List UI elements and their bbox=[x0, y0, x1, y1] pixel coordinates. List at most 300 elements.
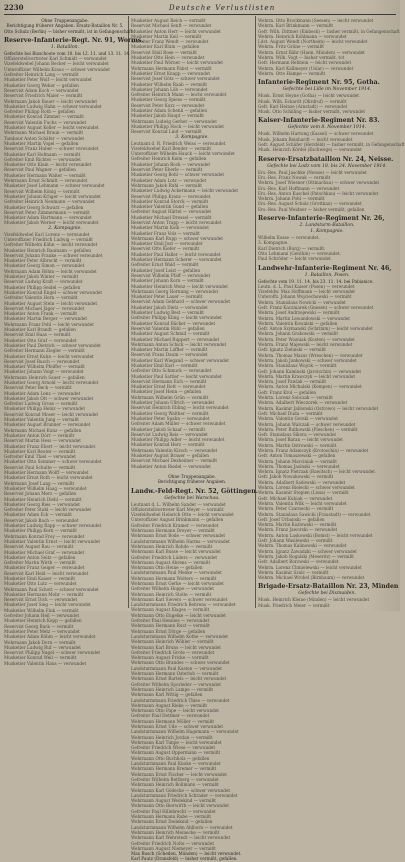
list-item: Gefreiter Paul Hillebrecht — verwundet bbox=[131, 808, 216, 814]
list-item: Musketier Otto Klein — leicht verwundet bbox=[4, 162, 92, 168]
column-divider bbox=[128, 16, 129, 608]
list-item: Gefr. Josef Urbanski — gefallen bbox=[258, 516, 325, 522]
list-item: Musk. Otto Schilling — bisher vermißt, verwundet bbox=[258, 109, 366, 115]
list-item: Musketier Emil Karl — vermißt bbox=[131, 363, 198, 368]
list-item: Gefr. Franz Kaczmarek (Gnesen) — schwer verwundet bbox=[258, 304, 374, 310]
list-item: Musketier Josef Lehmann — schwer verwundet bbox=[4, 183, 105, 189]
list-item: Musketier Heinrich Baumann — gefallen bbox=[4, 247, 91, 253]
list-item: Musketier Wilhelm Fink — vermißt bbox=[4, 607, 79, 613]
column-2 bbox=[131, 18, 258, 862]
list-item: Reservist Hermann Eich — vermißt bbox=[131, 378, 207, 384]
section-subtitle: Gefechte bei Lille im November 1914. bbox=[282, 87, 372, 93]
list-item: Gefreiter Hermann Ziegler — vermißt bbox=[4, 348, 85, 354]
page-title: Deutsche Verlustlisten bbox=[169, 4, 276, 12]
list-item: Gefr. Johann Wasilewski — vermißt bbox=[258, 538, 333, 544]
casualty-list bbox=[258, 284, 396, 581]
list-item: Musketier Michael Ruppert — verwundet bbox=[131, 336, 220, 342]
section-intro: Gefechte vom 19. 11. 14. bis 23. 11. 14. bei Pabianice. bbox=[258, 278, 374, 284]
list-item: Reservist Peter Kurz — verwundet bbox=[131, 102, 205, 108]
list-item: Musketier Peter Lauer — vermißt bbox=[131, 294, 203, 300]
list-item: Musketier Adam Eck — vermißt bbox=[4, 512, 72, 518]
list-item: Wehrmann Jakob Ruhl — vermißt bbox=[131, 182, 202, 188]
list-item: Wehrm. Valentin Kowalski — gefallen bbox=[258, 320, 338, 326]
list-item: Musketier Martin Vogel — gefallen bbox=[4, 140, 79, 146]
list-item: Musketier Ernst Rott — verwundet bbox=[131, 384, 206, 390]
list-item: Reservist Johann Franke — schwer verwundet bbox=[4, 252, 103, 258]
list-item: Wehrm. Stanislaus Nowicki — verwundet bbox=[258, 299, 346, 305]
list-item: Wehrmann Heinrich Lampe — vermißt bbox=[131, 686, 214, 692]
list-item: Musketier Georg Walther — vermißt bbox=[131, 410, 209, 416]
list-item: Unteroffizier Wilhelm Hauck — leicht verwundet bbox=[131, 151, 235, 157]
note-line: Ohne Truppenangabe. bbox=[41, 18, 89, 23]
list-item: Gefreiter Wilhelm Sporleder — verwundet bbox=[131, 681, 221, 687]
list-item: Musketier Johann Krüger — leicht verwundet bbox=[4, 193, 101, 199]
casualty-list bbox=[4, 56, 126, 226]
list-item: Wehrmann Karl Busse — leicht verwundet bbox=[131, 549, 221, 555]
list-item: Wehrmann Paul Schott — schwer verwundet bbox=[4, 586, 99, 592]
list-item: Musketier Philipp Hock — leicht verwundet bbox=[131, 123, 224, 129]
list-item: Musketier Valentin Haus — verwundet bbox=[4, 660, 87, 666]
list-item: Wehrmann Ernst Dörge — gefallen bbox=[131, 628, 206, 634]
list-item: Gefreiter Friedrich Kramer — verwundet bbox=[131, 522, 219, 528]
list-item: Leutnant d. L. Wilhelm Sander — verwundet bbox=[131, 501, 226, 507]
list-item: Wehrmann Karl Gödecke — schwer verwundet bbox=[131, 787, 231, 793]
list-item: Reservist Valentin Fuchs — verwundet bbox=[4, 119, 87, 125]
list-item: Wehrmann Hermann Rabe — vermißt bbox=[131, 814, 212, 820]
list-item: Reservist Wilhelm Pfaff — verwundet bbox=[131, 272, 211, 278]
list-item: Wehrmann Hermann Dreyer — vermißt bbox=[131, 528, 215, 534]
list-item: Vizefeldw. Max Hoffmann — leicht verwundet bbox=[258, 289, 355, 295]
list-item: Gefreiter Heinrich Keim — gefallen bbox=[131, 156, 207, 162]
list-item: Musketier Wilhelm Raab — vermißt bbox=[131, 81, 208, 87]
list-item: Gefr. Karl Heinze (Arnstadt) — verwundet bbox=[258, 103, 348, 109]
list-item: Wehrmann Wilhelm Grün — vermißt bbox=[131, 394, 209, 400]
list-item: Unteroffizier Wilhelm Kraus — schwer verwundet bbox=[4, 66, 110, 72]
list-item: Wehrm. Johann Marciniak — vermißt bbox=[258, 458, 337, 464]
list-item: Musketier Josef Henn — gefallen bbox=[131, 389, 202, 395]
column-3 bbox=[258, 18, 405, 608]
list-item: Reservist Karl Held — leicht verwundet bbox=[4, 570, 89, 576]
list-item: Musketier Wilhelm Pfeiffer — vermißt bbox=[4, 364, 85, 370]
list-item: Wehrm. Karl Kallmeyer (Uslar) — verwundet bbox=[258, 65, 354, 71]
list-item: Gefreiter Valentin Horn — vermißt bbox=[4, 295, 78, 301]
list-item: Musketier Ernst Roth — leicht verwundet bbox=[4, 475, 93, 481]
list-item: Gefr. Anton Tomaszewski — gefallen bbox=[258, 453, 336, 459]
list-item: Gefr. Anton Szymanski (Schrimm) — leicht verwundet bbox=[258, 326, 373, 332]
list-item: Gefreiter Wilhelm Rettberg — verwundet bbox=[131, 776, 219, 782]
list-item: Musketier Anton Frank — vermißt bbox=[4, 311, 78, 317]
list-item: Unteroffz. Johann Wojciechowski — vermißt bbox=[258, 294, 352, 300]
note-line: Ohne Truppenangabe. bbox=[168, 473, 216, 479]
list-item: Wehrm. Thomas Kalinowski — verwundet bbox=[258, 543, 347, 549]
list-item: Wehrm. Thomas Mazur (Wreschen) — verwundet bbox=[258, 352, 363, 358]
list-item: Musketier Paul Sattler — leicht verwundet bbox=[131, 373, 222, 379]
list-item: Reservist Adam Koch — verwundet bbox=[4, 87, 79, 93]
list-item: Gefreiter Paul Dettmer — verwundet bbox=[131, 713, 210, 719]
list-item: Landsturmmann Friedrich Schrader — verwundet bbox=[131, 792, 238, 798]
list-item: Reservist Peter Zimmermann — vermißt bbox=[4, 209, 90, 215]
list-item: Wehrmann Valentin Kirsch — verwundet bbox=[131, 447, 218, 453]
list-item: Wehrm. Kasimir Szulc — vermißt bbox=[258, 569, 329, 575]
casualty-list bbox=[258, 597, 396, 608]
list-item: Wilhelm Kosse — verwundet. bbox=[258, 235, 320, 241]
list-item: Offizierstellvertreter Karl Meyer — vermißt bbox=[131, 506, 224, 512]
list-item: Musketier Anton Seitz — gefallen bbox=[4, 554, 76, 560]
list-item: Musketier Valentin Jung — vermißt bbox=[4, 417, 79, 423]
list-item: Reservist Adam Gebhard — schwer verwundet bbox=[131, 299, 231, 305]
list-item: Musketier Martin Löffler — vermißt bbox=[131, 347, 208, 353]
list-item: Wehrmann Hermann Osterloh — vermißt bbox=[131, 671, 219, 677]
list-item: Musketier Otto Sommer — schwer verwundet bbox=[4, 459, 102, 465]
list-item: Musketier Josef Sieg — leicht verwundet bbox=[4, 602, 91, 608]
list-item: Landsturmmann Paul Knoke — verwundet bbox=[131, 761, 221, 767]
list-item: Wehrm. Otto Brockmann (Seesen) — leicht verwundet bbox=[258, 18, 374, 23]
casualty-list bbox=[4, 232, 126, 666]
list-item: Reservist Josef Busch — verwundet bbox=[4, 358, 80, 364]
note-line: Max Busch (Scheden, Münden) — leicht verwundet. bbox=[131, 851, 242, 857]
company-heading: 2. Kompagnie. bbox=[48, 225, 82, 231]
list-item: Reservist August Rau — vermißt bbox=[4, 544, 74, 550]
list-item: Wehrmann Hermann Bremer — vermißt bbox=[131, 766, 217, 772]
list-item: Musk. Johann Reinhardt — leicht verwundet bbox=[258, 136, 353, 142]
list-item: Wehrmann Georg Hornung — verwundet bbox=[131, 288, 219, 294]
list-item: Gefreiter Wilhelm Hoppe — verwundet bbox=[131, 586, 214, 592]
list-item: Wehrmann August Rieke — vermißt bbox=[131, 702, 208, 708]
list-item: Reservist Konrad Lind — vermißt bbox=[131, 129, 202, 135]
list-item: Musketier Philipp Heinz — verwundet bbox=[4, 406, 86, 412]
list-item: Wehrm. Valentin Wilk — leicht verwundet bbox=[258, 500, 347, 506]
list-item: Gefreiter August Härtel — verwundet bbox=[131, 209, 212, 215]
list-item: Wehrm. Karl Brinkmann — vermißt bbox=[258, 23, 334, 29]
list-item: Musk. Wilh. Eckardt (Ohrdruf) — vermißt bbox=[258, 98, 347, 104]
list-item: Gefr. Johann Kaminski (Jarotschin) — verwundet bbox=[258, 368, 362, 374]
list-item: Gefreiter Friedrich Grote — verwundet bbox=[131, 649, 215, 655]
list-item: Musketier Franz Volz — vermißt bbox=[131, 230, 200, 236]
list-item: Musketier Martin Berger — verwundet bbox=[4, 316, 88, 322]
list-item: Ers.-Res. Karl Hoffmann — verwundet bbox=[258, 185, 340, 191]
list-item: Ers.-Res. Franz Nowak — vermißt bbox=[258, 174, 331, 180]
list-item: Musketier Peter Wolf — leicht verwundet bbox=[4, 77, 92, 83]
list-item: Reservist Konrad Moser — leicht verwundet bbox=[4, 411, 99, 417]
list-item: Offizierstellvertreter Karl Schmidt — verwundet bbox=[4, 56, 107, 62]
section-title: Landwehr-Infanterie-Regiment Nr. 46, bbox=[258, 264, 392, 272]
list-item: Musk. Heinrich Kördel (Eschwege) — verwundet bbox=[258, 147, 362, 153]
list-item: Landsturmmann Wilhelm Harms — verwundet bbox=[131, 538, 230, 544]
list-item: Musk. Heinrich Kleine (Minden) — leicht verwundet bbox=[258, 597, 370, 603]
list-item: Reservist Franz Daum — verwundet bbox=[131, 352, 208, 358]
list-item: Gefr. Adalbert Borowski — verwundet bbox=[258, 559, 339, 565]
section-title: Brigade-Ersatz-Bataillon Nr. 23, Minden bbox=[258, 583, 399, 591]
list-item: Wehrmann Michael Braun — vermißt bbox=[4, 130, 84, 136]
list-item: Wehrm. Thomas Jasinski — verwundet bbox=[258, 463, 340, 469]
list-item: Musketier Georg Spiess — vermißt bbox=[131, 97, 206, 103]
list-item: Musketier Johann Korn — vermißt bbox=[131, 278, 204, 284]
list-item: Musk. Ernst Heyne (Gotha) — leicht verwundet bbox=[258, 93, 359, 99]
list-item: Musketier Georg Ries — verwundet bbox=[4, 501, 80, 507]
list-item: Musketier Paul Dietrich — schwer verwundet bbox=[4, 342, 101, 348]
casualty-list bbox=[258, 235, 396, 261]
list-item: Wehrm. Valentin Gorski — verwundet bbox=[258, 416, 338, 422]
list-item: Musketier Heinrich Kopp — gefallen bbox=[4, 618, 82, 624]
column-1 bbox=[4, 18, 144, 666]
list-item: Gefreiter Heinrich Lang — vermißt bbox=[4, 72, 79, 78]
list-item: Reservist Heinrich Ebling — leicht verwundet bbox=[131, 405, 229, 411]
list-item: Wehrm. Kasimir Jablonski (Ostrowo) — leicht verwundet bbox=[258, 405, 379, 411]
column-divider bbox=[255, 16, 256, 608]
list-item: Musketier Jakob Winter — vermißt bbox=[4, 274, 79, 280]
list-item: Landsturmmann Friedrich Behrens — verwundet bbox=[131, 602, 236, 608]
list-item: Wehrmann Otto Heine — gefallen bbox=[131, 565, 203, 571]
list-item: Wehrmann Ludwig Gerber — verwundet bbox=[131, 118, 217, 124]
section-subtitle: Gefechte vom 8. November 1914. bbox=[287, 125, 367, 131]
list-item: Reservist Michael Senft — verwundet bbox=[131, 23, 212, 29]
list-item: Wehrm. Heinrich Kohlmann — verwundet bbox=[258, 33, 347, 39]
list-item: Reservist Peter Eberle — vermißt bbox=[131, 167, 203, 173]
note-line: Karl Pautz (Dransfeld) — bisher vermißt, gefallen. bbox=[131, 856, 238, 862]
list-item: Wehrmann Anton Schick — leicht verwundet bbox=[131, 341, 227, 347]
list-item: Vizefeldwebel Heinrich Otte — leicht verwundet bbox=[131, 512, 234, 518]
list-item: Musketier Jakob Dietz — verwundet bbox=[131, 304, 208, 310]
list-item: Musketier Heinrich Diehl — vermißt bbox=[4, 496, 82, 502]
list-item: Musketier Josef Leist — gefallen bbox=[131, 267, 201, 273]
list-item: Reservist Josef Götz — schwer verwundet bbox=[131, 76, 220, 82]
list-item: Wehrmann Otto Pape — leicht verwundet bbox=[131, 708, 219, 714]
list-item: Wehrm. Jakob Jankowski — schwer verwundet bbox=[258, 357, 357, 363]
list-item: Wehrmann Heinrich Rohde — vermißt bbox=[131, 543, 213, 549]
list-item: Musketier Hermann Walter — vermißt bbox=[4, 172, 86, 178]
list-item: Wehrmann Franz Pohl — leicht verwundet bbox=[4, 321, 94, 327]
list-item: Wehrmann Ernst Gerke — leicht verwundet bbox=[131, 580, 224, 586]
list-item: Wehrm. Adalbert Wieczorek — verwundet bbox=[258, 400, 348, 406]
section-title: Kaiser-Infanterie-Regiment Nr. 83. bbox=[258, 117, 380, 125]
note-line: Otto Schulz (Berlin) — bisher vermißt, ist in Gefangenschaft. bbox=[4, 28, 134, 34]
list-item: Gefreiter Johann Heil — verwundet bbox=[4, 613, 80, 619]
list-item: Musketier Philipp Kern — vermißt bbox=[4, 528, 77, 534]
list-item: Musketier Johann Löb — verwundet bbox=[131, 86, 208, 92]
list-item: Musketier August Brunner — verwundet bbox=[4, 422, 91, 428]
list-item: Wehrmann Hermann Wolters — vermißt bbox=[131, 575, 217, 581]
list-item: Wehrm. Martin Ostrowski — vermißt bbox=[258, 442, 337, 448]
list-item: Wehrmann Heinrich Meinecke — vermißt bbox=[131, 829, 220, 835]
list-item: Musketier Peter Spahn — verwundet bbox=[131, 415, 210, 421]
list-item: Musketier Hermann Mohr — vermißt bbox=[4, 591, 84, 597]
list-item: Musketier Paul Haller — leicht verwundet bbox=[131, 251, 221, 257]
list-item: Gefreiter Paul Hennies — verwundet bbox=[131, 618, 210, 624]
list-item: Landsturmmann Paul Menke — verwundet bbox=[131, 570, 222, 576]
list-item: Musketier Georg Simon — verwundet bbox=[4, 263, 85, 269]
section-title: Infanterie-Regiment Nr. 95, Gotha. bbox=[258, 79, 380, 87]
list-item: Gefreiter Franz Wendt — verwundet bbox=[131, 39, 209, 45]
casualty-list bbox=[131, 18, 253, 135]
list-item: Landsturmmann Wilhelm Kothe — verwundet bbox=[131, 633, 228, 639]
list-item: Wehrm. Josef Andrzejewski — vermißt bbox=[258, 310, 340, 316]
list-item: Reservist Paul Schulte — vermißt bbox=[4, 464, 76, 470]
list-item: Wehrmann Ernst Bode — schwer verwundet bbox=[131, 533, 226, 539]
section-subtitle: 2. Landsturm-Bataillon. bbox=[299, 223, 355, 229]
list-item: Musketier Adam Lenz — verwundet bbox=[4, 390, 81, 396]
list-item: Reservist Emil Rose — vermißt bbox=[131, 49, 197, 55]
list-item: Gefreiter Emil Thiel — verwundet bbox=[4, 454, 76, 460]
list-item: Musketier August Schmid — vermißt bbox=[131, 331, 210, 337]
company-heading: 3. Kompagnie. bbox=[175, 134, 209, 140]
list-item: Musk. Friedrich Meier — vermißt bbox=[258, 602, 330, 608]
list-item: Gefr. August Schäfer (Hersfeld) — bisher vermißt, in Gefangenschaft bbox=[258, 142, 405, 148]
list-item: Musketier August Stein — leicht verwundet bbox=[4, 300, 98, 306]
list-item: Musketier August Brauer — gefallen bbox=[131, 453, 209, 459]
list-item: Musketier Emil Kaiser — vermißt bbox=[4, 575, 76, 581]
list-item: Wehrm. Martin Lewandowski — verwundet bbox=[258, 315, 350, 321]
list-item: Wehrm. Martin Kozlowski — vermißt bbox=[258, 522, 337, 528]
list-item: Musketier Martin Kolb — verwundet bbox=[131, 225, 209, 231]
list-item: Musketier Wilhelm Haag — verwundet bbox=[4, 485, 87, 491]
list-item: Reservist Ludwig Kraft — verwundet bbox=[4, 279, 83, 285]
list-item: Gefreiter Friedrich Lüders — verwundet bbox=[131, 554, 218, 560]
list-item: Wehrmann Otto Brandes — schwer verwundet bbox=[131, 660, 230, 666]
list-item: Wehrmann Michael Kunz — gefallen bbox=[4, 427, 82, 433]
list-item: Musketier Konrad Bäcker — verwundet bbox=[131, 320, 216, 326]
list-item: Wehrm. Adalbert Sadowski — verwundet bbox=[258, 479, 346, 485]
list-item: Ers.-Res. Paul Weidner — bisher vermißt, gefallen bbox=[258, 206, 365, 212]
list-item: Wehrm. Peter Czarnecki — vermißt bbox=[258, 506, 334, 512]
list-item: Vizefeldwebel Karl Bender — vermißt bbox=[131, 145, 212, 151]
section-subtitle: Gefechte bei Lodz vom 18. bis 24. November 1914. bbox=[267, 163, 387, 169]
casualty-list bbox=[258, 18, 400, 76]
list-item: Landsturmmann Wilhelm Ahlborn — verwundet bbox=[131, 824, 233, 830]
list-item: Musketier Anton Herr — leicht verwundet bbox=[131, 28, 221, 34]
list-item: Wehrmann Otto Bierwirth — leicht verwundet bbox=[131, 803, 229, 809]
list-item: Wehrm. Johann Walczak — schwer verwundet bbox=[258, 421, 356, 427]
list-item: Wehrm. Franz Jaworski — verwundet bbox=[258, 527, 338, 533]
list-item: Wehrm. Josef Baran — leicht verwundet bbox=[258, 437, 343, 443]
list-item: Wehrmann Hermann Pabst — vermißt bbox=[131, 65, 212, 71]
list-item: Musketier Valentin Ernst — leicht verwundet bbox=[4, 538, 100, 544]
list-item: Wehrmann Karl Rupp — schwer verwundet bbox=[131, 235, 223, 241]
list-item: Reservist Peter Beck — vermißt bbox=[4, 385, 72, 391]
list-item: Otto Lehmann (Genthin) — verwundet. bbox=[258, 250, 341, 256]
list-item: Musketier Ludwig Rapp — schwer verwundet bbox=[4, 523, 102, 529]
list-item: Reservist Philipp Nagel — schwer verwundet bbox=[4, 650, 101, 656]
list-item: Wehrm. Lorenz Chmielewski — leicht verwundet bbox=[258, 564, 362, 570]
list-item: Wehrmann Adam Böhm — leicht verwundet bbox=[4, 268, 97, 274]
list-item: Gefreiter Friedrich Wiese — verwundet bbox=[131, 745, 215, 751]
list-item: Gefr. Hermann Rehbein — leicht verwundet bbox=[258, 60, 352, 66]
list-item: Wehrm. Michael Wrobel (Birnbaum) — verwundet bbox=[258, 575, 365, 581]
list-item: Gefreiter Heinrich Mann — leicht verwundet bbox=[131, 92, 227, 98]
list-item: Gefreiter Otto Schmuck — verwundet bbox=[131, 368, 212, 374]
list-item: Musketier Konrad Storck — vermißt bbox=[131, 198, 209, 204]
list-item: Musketier Konrad Herz — vermißt bbox=[131, 442, 205, 448]
list-item: Vizefeldwebel Johann Becker — leicht verwundet bbox=[4, 61, 109, 67]
list-item: Musketier Konrad Weil — vermißt bbox=[4, 655, 77, 661]
section-title: Reserve-Infanterie-Regt. Nr. 91, Worms. bbox=[4, 36, 144, 44]
list-item: Wehrmann Hermann Möller — vermißt bbox=[131, 718, 215, 724]
list-item: Wehrm. Peter Wozniak (Kosten) — verwundet bbox=[258, 336, 355, 342]
list-item: Musketier Anton Riedel — verwundet bbox=[131, 463, 211, 469]
list-item: Wehrm. Otto Hampe — vermißt bbox=[258, 70, 326, 76]
list-item: Wehrmann Heinrich Sauer — gefallen bbox=[4, 374, 85, 380]
list-item: Gefr. Franz Krol — gefallen bbox=[258, 389, 317, 395]
casualty-list bbox=[131, 141, 253, 469]
list-item: Wehrmann Karl Wittig — gefallen bbox=[131, 692, 203, 698]
list-item: Reservist Ludwig Reis — verwundet bbox=[131, 431, 208, 437]
list-item: Gefr. Stanislaus Sikora — verwundet bbox=[258, 432, 337, 438]
list-item: Musketier Karl Hofmann — vermißt bbox=[4, 151, 81, 157]
list-item: Wehrmann Karl Timpe — leicht verwundet bbox=[131, 739, 222, 745]
list-item: Musketier Karl Blum — gefallen bbox=[131, 44, 200, 50]
section-intro: Gefechte bei Bixschoote vom 10. bis 12. 11. und 13. 11. 14. bbox=[4, 50, 131, 56]
list-item: Gefreiter Martin Wirth — vermißt bbox=[4, 560, 76, 566]
list-item: Musketier Martin Keil — vermißt bbox=[131, 33, 202, 39]
list-item: Wehrm. Johann Grabowski — vermißt bbox=[258, 331, 339, 337]
list-item: Wehrm. Stanislaus Wojcik — vermißt bbox=[258, 363, 337, 369]
list-item: Reservist Philipp Kranz — verwundet bbox=[131, 193, 211, 199]
list-item: Wehrmann Otto Buchholz — gefallen bbox=[131, 755, 210, 761]
list-item: Gefreiter Peter Stahl — leicht verwundet bbox=[4, 507, 92, 513]
list-item: Wehrmann Ernst Schmitt — verwundet bbox=[4, 178, 88, 184]
list-item: Musketier Anton Dörr — vermißt bbox=[4, 432, 75, 438]
list-item: Wehrm. Lorenz Sobczak — vermißt bbox=[258, 395, 333, 401]
list-item: Wehrmann Konrad Frey — verwundet bbox=[4, 533, 85, 539]
list-item: Wehrmann Karl Bruns — leicht verwundet bbox=[131, 644, 221, 650]
list-item: Musketier Otto Lutz — verwundet bbox=[4, 581, 77, 587]
list-item: Wehrm. Ernst Bähr (Hann. Münden) — verwundet bbox=[258, 49, 365, 55]
casualty-list bbox=[258, 170, 396, 212]
list-item: Musketier Adam Lotz — verwundet bbox=[131, 177, 207, 183]
section-subtitle: 1. Bataillon. bbox=[50, 44, 80, 50]
list-item: Musketier Hermann Scherer — verwundet bbox=[131, 257, 222, 263]
list-item: Wehrm. Ignatz Pietrzak (Rawitsch) — leicht verwundet bbox=[258, 469, 375, 475]
list-item: Gefreiter Wilhelm Kühn — leicht verwundet bbox=[4, 242, 98, 248]
list-item: Musketier Karl Wiegand — schwer verwundet bbox=[131, 357, 229, 363]
list-item: Paul Schröder — leicht verwundet. bbox=[258, 256, 333, 262]
list-item: Musketier Valentin Gund — gefallen bbox=[131, 204, 209, 210]
section-title: Reserve-Ersatzbataillon Nr. 24, Neisse. bbox=[258, 155, 394, 163]
list-item: Landsturmmann Friedrich Thies — verwundet bbox=[131, 697, 230, 703]
list-item: Musketier Peter Albrecht — vermißt bbox=[4, 258, 82, 264]
list-item: Musketier Georg Arnold — leicht verwundet bbox=[4, 380, 99, 385]
list-item: Wehrmann Heinrich Stolte — vermißt bbox=[131, 591, 212, 597]
list-item: Ers.-Res. Anton Kuschel (Patschkau) — leicht verwundet bbox=[258, 190, 379, 196]
list-item: Leutnant d. R. Friedrich Weiss — verwundet bbox=[131, 140, 226, 146]
list-item: Wehrm. Jakob Rogalski (Meseritz) — vermißt bbox=[258, 553, 354, 559]
list-item: Musketier Otto Hein — verwundet bbox=[131, 55, 205, 61]
list-item: Reservist Johann Merz — gefallen bbox=[4, 491, 77, 497]
list-item: Wehrmann Otto Engelke — leicht verwundet bbox=[131, 612, 226, 618]
list-item: Wehrmann August Fricke — vermißt bbox=[131, 655, 209, 661]
list-item: Wehrmann August Oppermann — vermißt bbox=[131, 750, 221, 756]
list-item: Wehrm. Anton Laskowski (Bomst) — leicht verwundet bbox=[258, 532, 373, 538]
list-item: Reservist Georg Back — vermißt bbox=[4, 623, 74, 629]
list-item: Ldst. August Wendt (Northeim) — leicht verwundet bbox=[258, 39, 368, 45]
list-item: Gefreiter Heinrich Neumann — verwundet bbox=[4, 199, 95, 205]
list-item: Wehrmann Karl Sievers — schwer verwundet bbox=[131, 596, 228, 602]
list-item: Reservist Emil Haas — vermißt bbox=[4, 332, 71, 338]
list-item: Reservist Otto Kiefer — vermißt bbox=[131, 246, 200, 252]
list-item: Karl Dietrich (Burg) — vermißt. bbox=[258, 245, 326, 251]
list-item: Wehrmann August Niemeyer — vermißt bbox=[131, 845, 216, 851]
list-item: Musketier Ludwig Ruf — verwundet bbox=[4, 644, 81, 650]
list-item: Musketier Johann Ullrich — verwundet bbox=[131, 400, 215, 406]
list-item: Musketier Philipp Adler — leicht verwundet bbox=[131, 437, 225, 443]
list-item: Reservist Anton Trapp — leicht verwundet bbox=[131, 219, 222, 225]
list-item: Musketier Georg Bohl — schwer verwundet bbox=[131, 172, 225, 178]
list-item: Musketier Peter Metz — verwundet bbox=[4, 628, 80, 634]
page-header bbox=[4, 2, 396, 14]
list-item: Wehrm. Franz Majewski — leicht verwundet bbox=[258, 342, 353, 348]
list-item: Musketier Georg Schwarz — gefallen bbox=[4, 204, 84, 210]
company-heading: 1. Kompagnie. bbox=[310, 229, 344, 235]
casualty-list bbox=[258, 131, 405, 153]
